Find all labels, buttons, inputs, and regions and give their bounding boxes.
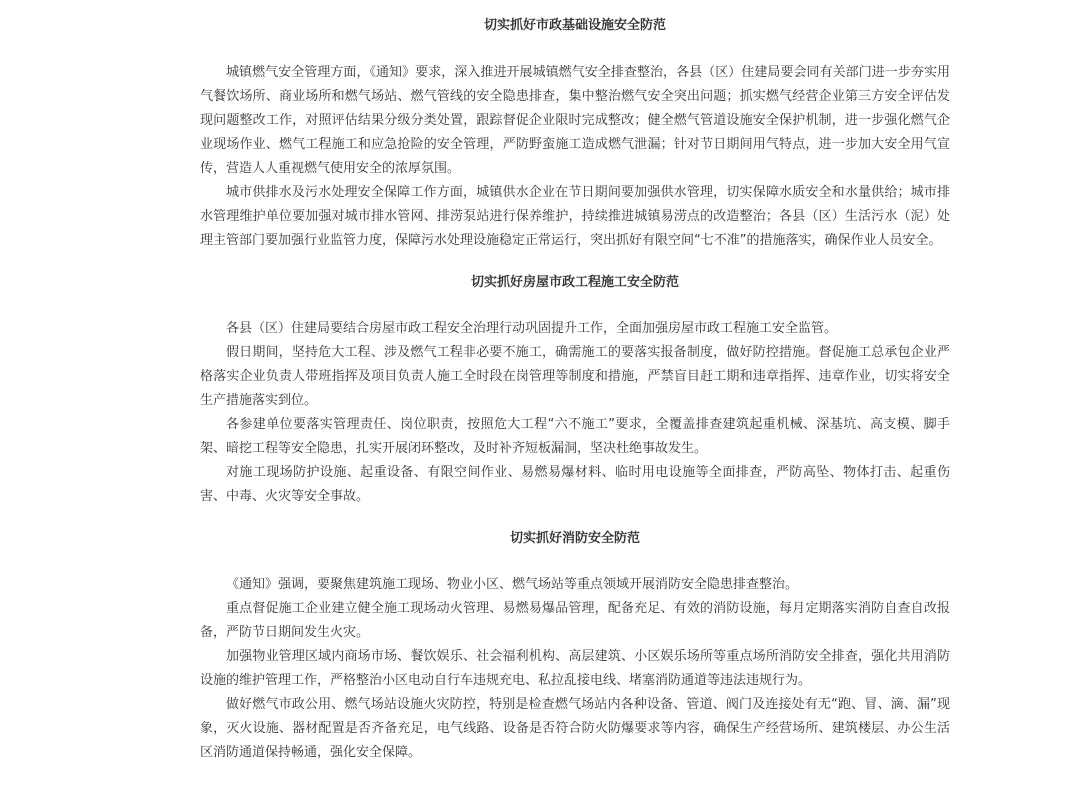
paragraph: 各县（区）住建局要结合房屋市政工程安全治理行动巩固提升工作，全面加强房屋市政工程施工安全监管。 <box>226 321 838 336</box>
paragraph: 重点督促施工企业建立健全施工现场动火管理、易燃易爆品管理，配备充足、有效的消防设施，每月定期落实消防自查自改报备，严防节日期间发生火灾。 <box>200 601 950 640</box>
paragraph: 城市供排水及污水处理安全保障工作方面，城镇供水企业在节日期间要加强供水管理，切实保障水质安全和水量供给；城市排水管理维护单位要加强对城市排水管网、排涝泵站进行保养维护，持续推进城镇易涝点的改造整治；各县（区）生活污水（泥）处理主管部门要加强行业监管力度，保障污水处理设施稳定正常运行，突出抓好有限空间“七不准”的措施落实，确保作业人员安全。 <box>200 185 950 248</box>
paragraph: 加强物业管理区域内商场市场、餐饮娱乐、社会福利机构、高层建筑、小区娱乐场所等重点场所消防安全排查，强化共用消防设施的维护管理工作，严格整治小区电动自行车违规充电、私拉乱接电线、堵塞消防通道等违法违规行为。 <box>200 649 950 688</box>
section-fire-safety <box>200 527 950 765</box>
paragraph: 城镇燃气安全管理方面，《通知》要求，深入推进开展城镇燃气安全排查整治，各县（区）住建局要会同有关部门进一步夯实用气餐饮场所、商业场所和燃气场站、燃气管线的安全隐患排查，集中整治燃气安全突出问题；抓实燃气经营企业第三方安全评估发现问题整改工作，对照评估结果分级分类处置，跟踪督促企业限时完成整改；健全燃气管道设施安全保护机制，进一步强化燃气企业现场作业、燃气工程施工和应急抢险的安全管理，严防野蛮施工造成燃气泄漏；针对节日期间用气特点，进一步加大安全用气宣传，营造人人重视燃气使用安全的浓厚氛围。 <box>200 65 950 176</box>
section-title: 切实抓好消防安全防范 <box>509 531 640 546</box>
section-construction-safety <box>200 271 950 509</box>
paragraph: 各参建单位要落实管理责任、岗位职责，按照危大工程“六不施工”要求，全覆盖排查建筑起重机械、深基坑、高支模、脚手架、暗挖工程等安全隐患，扎实开展闭环整改，及时补齐短板漏洞，坚决杜绝事故发生。 <box>200 417 950 456</box>
paragraph: 对施工现场防护设施、起重设备、有限空间作业、易燃易爆材料、临时用电设施等全面排查，严防高坠、物体打击、起重伤害、中毒、火灾等安全事故。 <box>200 465 950 504</box>
section-body <box>200 317 950 509</box>
article <box>200 14 950 765</box>
paragraph: 做好燃气市政公用、燃气场站设施火灾防控，特别是检查燃气场站内各种设备、管道、阀门及连接处有无“跑、冒、滴、漏”现象，灭火设施、器材配置是否齐备充足，电气线路、设备是否符合防火防爆要求等内容，确保生产经营场所、建筑楼层、办公生活区消防通道保持畅通，强化安全保障。 <box>200 697 950 760</box>
section-body <box>200 573 950 765</box>
paragraph: 假日期间，坚持危大工程、涉及燃气工程非必要不施工，确需施工的要落实报备制度，做好防控措施。督促施工总承包企业严格落实企业负责人带班指挥及项目负责人施工全时段在岗管理等制度和措施，严禁盲目赶工期和违章指挥、违章作业，切实将安全生产措施落实到位。 <box>200 345 950 408</box>
section-municipal-infrastructure <box>200 14 950 253</box>
section-body <box>200 61 950 253</box>
paragraph: 《通知》强调，要聚焦建筑施工现场、物业小区、燃气场站等重点领域开展消防安全隐患排查整治。 <box>226 577 799 592</box>
section-title: 切实抓好房屋市政工程施工安全防范 <box>470 275 679 290</box>
section-title: 切实抓好市政基础设施安全防范 <box>483 18 666 33</box>
